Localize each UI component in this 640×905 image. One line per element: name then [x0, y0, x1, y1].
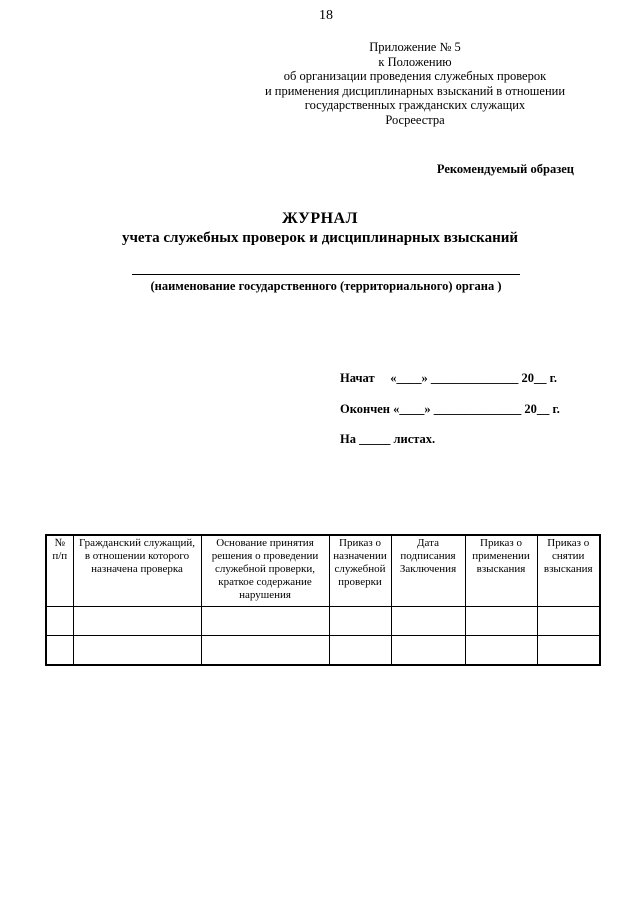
table-cell — [329, 607, 391, 636]
table-cell — [537, 607, 600, 636]
column-header-number: № п/п — [46, 535, 73, 607]
table-cell — [465, 636, 537, 666]
recommended-sample-label: Рекомендуемый образец — [436, 162, 574, 176]
column-header-penalty-removal-order: Приказ о снятии взыскания — [537, 535, 600, 607]
appendix-line: государственных гражданских служащих — [304, 98, 526, 112]
journal-title: ЖУРНАЛ — [281, 210, 359, 227]
column-header-penalty-order: Приказ о применении взыскания — [465, 535, 537, 607]
journal-table — [45, 534, 601, 666]
appendix-line: и применения дисциплинарных взысканий в отношении — [264, 83, 566, 98]
table-cell — [201, 636, 329, 666]
started-date-line: Начат «____» ______________ 20__ г. — [340, 371, 557, 385]
table-row — [46, 636, 600, 666]
table-cell — [73, 607, 201, 636]
column-header-appointment-order: Приказ о назначении служебной проверки — [329, 535, 391, 607]
page-number: 18 — [319, 8, 333, 23]
table-cell — [46, 636, 73, 666]
appendix-line: об организации проведения служебных проверок — [283, 69, 547, 83]
appendix-line: Приложение № 5 — [369, 40, 461, 54]
table-cell — [465, 607, 537, 636]
table-header-row — [46, 535, 600, 607]
organization-name-line — [132, 274, 520, 275]
journal-subtitle: учета служебных проверок и дисциплинарных взысканий — [121, 230, 519, 246]
table-cell — [391, 636, 465, 666]
column-header-employee: Гражданский служащий, в отношении которого назначена проверка — [73, 535, 201, 607]
ended-date-line: Окончен «____» ______________ 20__ г. — [340, 402, 560, 416]
table-row — [46, 607, 600, 636]
table-cell — [391, 607, 465, 636]
appendix-line: Росреестра — [385, 112, 445, 127]
appendix-line: к Положению — [378, 54, 452, 69]
organization-name-caption: (наименование государственного (территориального) органа ) — [150, 279, 502, 293]
table-cell — [537, 636, 600, 666]
column-header-grounds: Основание принятия решения о проведении служебной проверки, краткое содержание нарушения — [201, 535, 329, 607]
sheets-count-line: На _____ листах. — [340, 432, 436, 446]
table-cell — [329, 636, 391, 666]
table-cell — [73, 636, 201, 666]
table-cell — [201, 607, 329, 636]
table-cell — [46, 607, 73, 636]
appendix-header — [200, 40, 630, 127]
column-header-conclusion-date: Дата подписания Заключения — [391, 535, 465, 607]
